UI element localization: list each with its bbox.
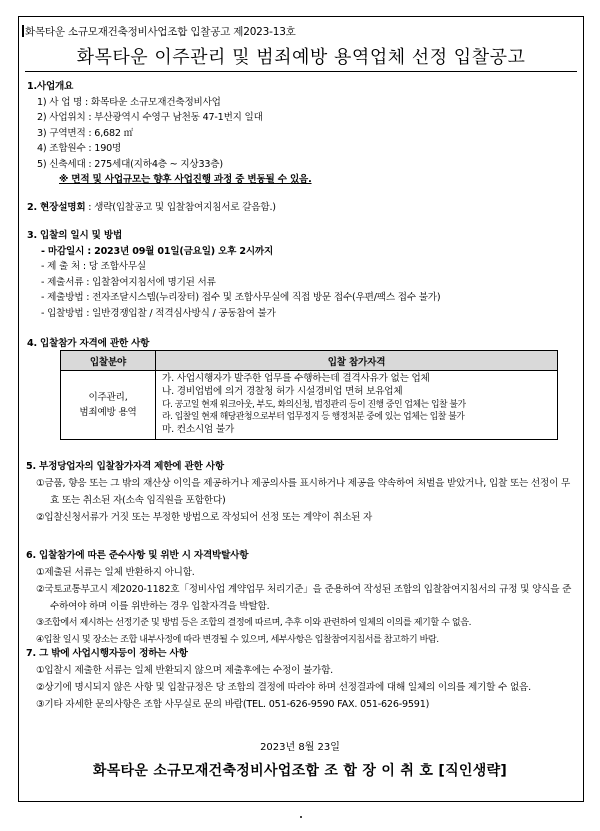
list-item: 3) 구역면적 : 6,682 ㎡: [37, 127, 134, 139]
section-heading: 1.사업개요: [27, 81, 74, 92]
section-schedule: [27, 228, 575, 321]
section-heading: 3. 입찰의 일시 및 방법: [27, 230, 123, 241]
list-item: ①금품, 향응 또는 그 밖의 재산상 이익을 제공하거나 제공의사를 표시하거나 제공을 약속하여 처벌을 받았거나, 입찰 또는 선정이 무효 또는 취소된 자(소속 임직원을 포함한다): [36, 477, 571, 506]
title-divider: [25, 71, 577, 72]
list-item: ③조합에서 제시하는 선정기준 및 방법 등은 조합의 결정에 따르며, 추후 이와 관련하여 일체의 이의를 제기할 수 없음.: [36, 617, 472, 628]
list-item: 4) 조합원수 : 190명: [37, 143, 122, 154]
qual-item: 라. 입찰일 현재 해당관청으로부터 업무정지 등 행정처분 중에 있는 업체는 입찰 불가: [162, 412, 465, 423]
section-briefing: [27, 200, 575, 216]
list-item: - 제출서류 : 입찰참여지침서에 명기된 서류: [41, 276, 216, 288]
table-header-row: [61, 351, 558, 371]
list-item: 5) 신축세대 : 275세대(지하4층 ~ 지상33층): [37, 158, 223, 170]
table-cell-qual: [156, 371, 558, 440]
list-item: - 입찰방법 : 일반경쟁입찰 / 적격심사방식 / 공동참여 불가: [41, 307, 276, 319]
list-item: 2) 사업위치 : 부산광역시 수영구 남천동 47-1번지 일대: [37, 112, 263, 123]
briefing-text: : 생략(입찰공고 및 입찰참여지침서로 갈음함.): [85, 202, 276, 213]
list-item: ②상기에 명시되지 않은 사항 및 입찰규정은 당 조합의 결정에 따라야 하며 선정결과에 대해 일체의 이의를 제기할 수 없음.: [36, 681, 531, 693]
section-heading: 5. 부정당업자의 입찰참가자격 제한에 관한 사항: [26, 461, 224, 472]
table-header-field: 입찰분야: [61, 351, 156, 371]
list-item: ④입찰 일시 및 장소는 조합 내부사정에 따라 변경될 수 있으며, 세부사항은 입찰참여지침서를 참고하기 바람.: [36, 634, 439, 645]
section-restriction: [26, 459, 574, 526]
overview-note: ※ 면적 및 사업규모는 향후 사업진행 과정 중 변동될 수 있음.: [59, 174, 312, 185]
table-cell-field: [61, 371, 156, 440]
section-heading: 2. 현장설명회: [27, 202, 86, 213]
list-item: ②입찰신청서류가 거짓 또는 부정한 방법으로 작성되어 선정 또는 계약이 취소된 자: [36, 511, 373, 523]
table-row: [61, 371, 558, 440]
field-line: 이주관리,: [88, 391, 128, 403]
list-item: ①제출된 서류는 일체 반환하지 아니함.: [36, 566, 195, 578]
list-item: - 제 출 처 : 당 조합사무실: [41, 261, 146, 272]
list-item: 1) 사 업 명 : 화목타운 소규모재건축정비사업: [37, 96, 221, 108]
qualification-table: [60, 350, 558, 440]
table-header-qual: 입찰 참가자격: [156, 351, 558, 371]
section-compliance: [26, 548, 574, 649]
section-heading: 7. 그 밖에 사업시행자등이 정하는 사항: [26, 648, 188, 659]
notice-number: 화목타운 소규모재건축정비사업조합 입찰공고 제2023-13호: [25, 26, 296, 38]
issuer-signature-line: 화목타운 소규모재건축정비사업조합 조 합 장 이 취 호 [직인생략]: [92, 763, 508, 779]
notice-date: 2023년 8월 23일: [260, 742, 340, 753]
list-item: ③기타 자세한 문의사항은 조합 사무실로 문의 바람(TEL. 051-626-9590 FAX. 051-626-9591): [36, 698, 430, 710]
section-heading: 4. 입찰참가 자격에 관한 사항: [27, 338, 150, 349]
deadline: - 마감일시 : 2023년 09월 01일(금요일) 오후 2시까지: [41, 245, 274, 257]
section-others: [26, 646, 574, 713]
list-item: ②국토교통부고시 제2020-1182호「정비사업 계약업무 처리기준」을 준용하여 작성된 조합의 입찰참여지침서의 규정 및 양식을 준수하여야 하며 이를 위반하는 경우 입찰자격을 박탈함.: [36, 583, 572, 612]
list-item: - 제출방법 : 전자조달시스템(누리장터) 접수 및 조합사무실에 직접 방문 접수(우편/팩스 접수 불가): [41, 292, 441, 303]
field-line: 범죄예방 용역: [79, 406, 137, 418]
qual-item: 다. 공고일 현재 워크아웃, 부도, 화의신청, 법정관리 등이 진행 중인 업체는 입찰 불가: [162, 399, 466, 410]
section-overview: [27, 79, 575, 188]
section-heading: 6. 입찰참가에 따른 준수사항 및 위반 시 자격박탈사항: [26, 550, 249, 561]
qual-item: 가. 사업시행자가 발주한 업무를 수행하는데 결격사유가 없는 업체: [162, 373, 430, 384]
qual-item: 나. 경비업법에 의거 경찰청 허가 시설경비업 면허 보유업체: [162, 385, 403, 397]
page-title: 화목타운 이주관리 및 범죄예방 용역업체 선정 입찰공고: [76, 47, 526, 68]
qual-item: 마. 컨소시엄 불가: [162, 424, 235, 436]
list-item: ①입찰시 제출한 서류는 일체 반환되지 않으며 제출후에는 수정이 불가함.: [36, 664, 334, 676]
page-mark: [300, 816, 302, 818]
